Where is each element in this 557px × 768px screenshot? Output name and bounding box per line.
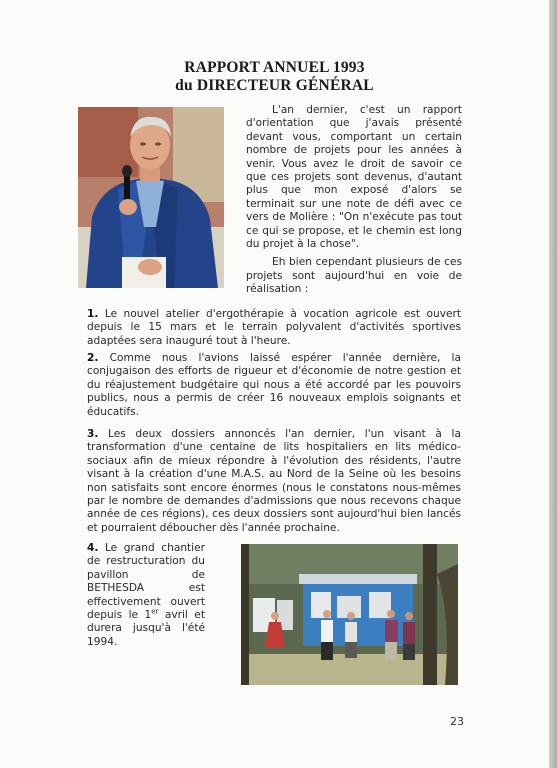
page-number: 23 xyxy=(450,715,464,728)
title-line-2: du DIRECTEUR GÉNÉRAL xyxy=(175,77,374,94)
item-text: Le grand chantier de restructuration du pavillon de BETHESDA est effectivement ouvert depuis le 1 xyxy=(87,542,205,622)
intro-text xyxy=(246,104,462,302)
item-number: 1. xyxy=(87,308,99,320)
list-item xyxy=(87,352,461,419)
item-number: 4. xyxy=(87,542,99,554)
item-number: 3. xyxy=(87,428,99,440)
exhibition-photo xyxy=(241,544,458,685)
item-text: Les deux dossiers annoncés l'an dernier, l'un visant à la transformation d'une centaine de lits hospitaliers en lits médico-sociaux afin de mieux répondre à l'évolution des résidents, l'autre visant à la création d'une M.A.S. au Nord de la Seine où les besoins non satisfaits sont encore énormes (nous le constatons nous-mêmes par le nombre de demandes d'admissions que nous recevons chaque année de ces régions), ces deux dossiers sont aujourd'hui bien lancés et pourraient déboucher dès l'année prochaine. xyxy=(87,428,461,534)
ordinal-suffix: er xyxy=(151,607,159,616)
page-title xyxy=(0,59,549,95)
item-text: Comme nous l'avions laissé espérer l'année dernière, la conjugaison des efforts de rigueur et d'économie de notre gestion et du réajustement budgétaire qui nous a été accordé par les pouvoirs publics, nous a permis de créer 16 nouveaux emplois soignants et éducatifs. xyxy=(87,352,461,418)
intro-paragraph-2: Eh bien cependant plusieurs de ces projets sont aujourd'hui en voie de réalisation : xyxy=(246,256,462,296)
list-item xyxy=(87,428,461,535)
page-edge xyxy=(549,0,557,768)
item-text: Le nouvel atelier d'ergothérapie à vocation agricole est ouvert depuis le 15 mars et le terrain polyvalent d'activités sportives adaptées sera inauguré tout à l'heure. xyxy=(87,308,461,347)
speaker-photo xyxy=(78,107,224,288)
item-number: 2. xyxy=(87,352,99,364)
list-item xyxy=(87,542,205,649)
list-item xyxy=(87,308,461,348)
intro-paragraph-1: L'an dernier, c'est un rapport d'orientation que j'avais présenté devant vous, comportant un certain nombre de projets pour les années à venir. Vous avez le droit de savoir ce que ces projets sont devenus, d'autant plus que mon exposé d'alors se terminait sur une note de défi avec ce vers de Molière : "On n'exécute pas tout ce qui se propose, et le chemin est long du projet à la chose". xyxy=(246,104,462,251)
title-line-1: RAPPORT ANNUEL 1993 xyxy=(184,59,365,76)
item-text-end: avril et durera jusqu'à l'été 1994. xyxy=(87,609,205,648)
